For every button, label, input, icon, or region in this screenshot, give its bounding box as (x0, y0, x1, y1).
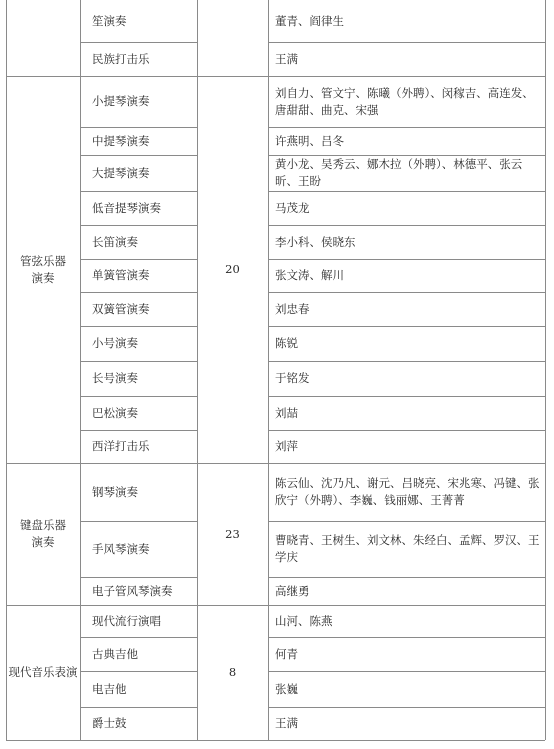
group-divider (6, 740, 545, 741)
teachers-cell: 曹晓青、王树生、刘文林、朱经白、孟辉、罗汉、王学庆 (275, 533, 540, 564)
column-divider (80, 0, 81, 740)
teachers-cell: 张巍 (275, 681, 298, 696)
subject-cell: 钢琴演奏 (92, 484, 138, 499)
subject-cell: 笙演奏 (92, 13, 127, 28)
teachers-cell: 何青 (275, 646, 298, 661)
subject-cell: 民族打击乐 (92, 51, 150, 66)
subject-cell: 低音提琴演奏 (92, 200, 161, 215)
column-divider (268, 0, 269, 740)
teachers-cell: 马茂龙 (275, 200, 310, 215)
count-cell: 20 (225, 262, 240, 276)
subject-cell: 电子管风琴演奏 (92, 583, 173, 598)
column-divider (545, 0, 546, 740)
subject-cell: 手风琴演奏 (92, 541, 150, 556)
teachers-cell: 高继勇 (275, 583, 310, 598)
subject-cell: 长笛演奏 (92, 234, 138, 249)
subject-cell: 小号演奏 (92, 336, 138, 350)
count-cell: 23 (225, 526, 240, 541)
teachers-cell: 王满 (275, 716, 298, 730)
subject-cell: 长号演奏 (92, 371, 138, 385)
teachers-cell: 黄小龙、吴秀云、娜木拉（外聘）、林德平、张云昕、王盼 (275, 157, 523, 188)
subject-cell: 西洋打击乐 (92, 439, 150, 453)
teachers-cell: 许燕明、吕冬 (275, 133, 344, 148)
subject-cell: 双簧管演奏 (92, 301, 150, 316)
teachers-cell: 王满 (275, 51, 298, 66)
teachers-cell: 李小科、侯晓东 (275, 234, 356, 249)
subject-cell: 巴松演奏 (92, 405, 138, 420)
teachers-cell: 刘喆 (275, 405, 298, 420)
teachers-cell: 董青、阎律生 (275, 13, 344, 28)
subject-cell: 小提琴演奏 (92, 94, 150, 108)
teachers-cell: 陈云仙、沈乃凡、谢元、吕晓亮、宋兆寒、冯键、张欣宁（外聘）、李巍、钱丽娜、王菁菁 (275, 476, 540, 507)
column-divider (197, 0, 198, 740)
subject-cell: 古典吉他 (92, 646, 138, 661)
subject-cell: 单簧管演奏 (92, 268, 150, 282)
subject-cell: 大提琴演奏 (92, 165, 150, 180)
column-divider (6, 0, 7, 740)
teachers-cell: 刘自力、管文宁、陈曦（外聘）、闵稼吉、高连发、唐甜甜、曲克、宋强 (275, 85, 534, 117)
teachers-cell: 于铭发 (275, 371, 310, 385)
teachers-cell: 刘忠春 (275, 301, 310, 316)
count-cell (199, 0, 266, 76)
subject-cell: 电吉他 (92, 681, 127, 696)
teachers-cell: 张文涛、解川 (275, 268, 344, 282)
subject-cell: 中提琴演奏 (92, 133, 150, 148)
category-cell: 管弦乐器 演奏 (20, 253, 66, 285)
teachers-cell: 陈锐 (275, 336, 298, 350)
subject-cell: 现代流行演唱 (92, 613, 161, 628)
teachers-cell: 山河、陈燕 (275, 613, 333, 628)
subject-cell: 爵士鼓 (92, 716, 127, 730)
category-cell (8, 0, 78, 76)
category-cell: 键盘乐器 演奏 (20, 518, 66, 549)
teachers-cell: 刘萍 (275, 439, 298, 453)
category-cell: 现代音乐表演 (8, 665, 78, 679)
count-cell: 8 (228, 665, 237, 679)
